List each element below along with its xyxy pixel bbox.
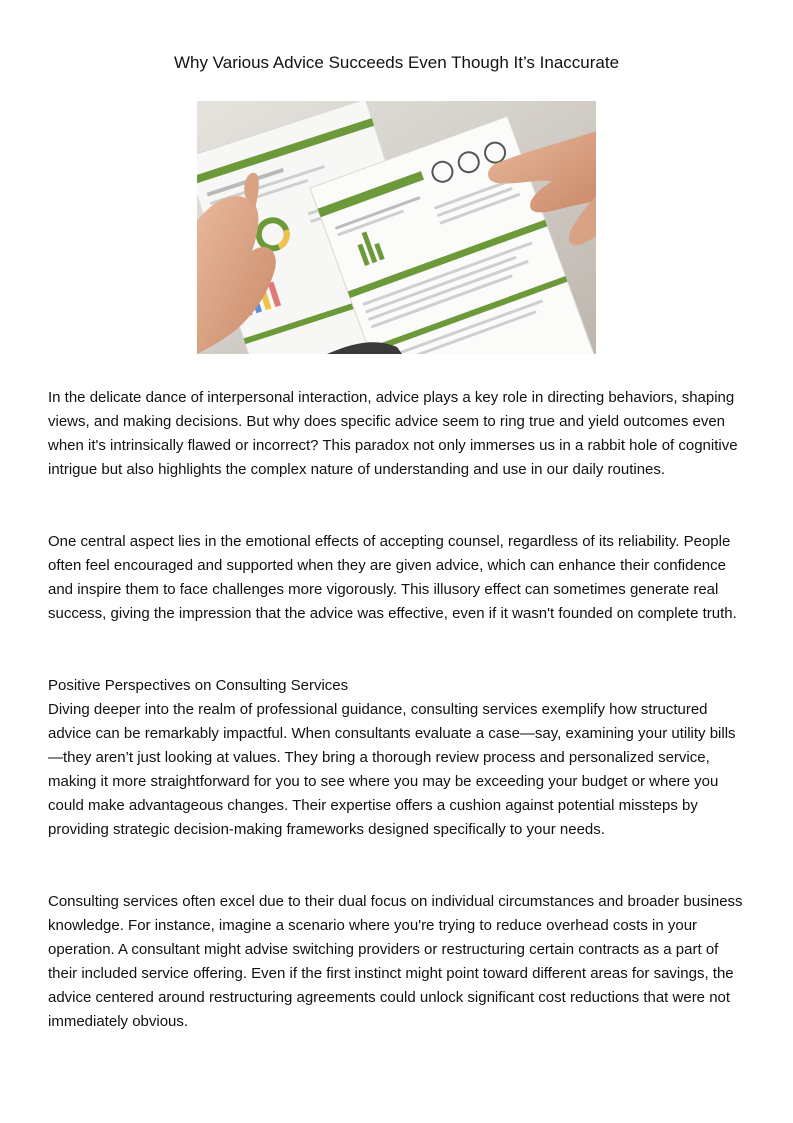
page-title: Why Various Advice Succeeds Even Though It’s Inaccurate	[173, 53, 620, 72]
hands-holding-reports-icon	[197, 101, 596, 354]
paragraph-intro	[48, 386, 748, 482]
paragraph-text: In the delicate dance of interpersonal interaction, advice plays a key role in directing behaviors, shaping views, and making decisions. But why does specific advice seem to ring true and yield outcomes even when it's intrinsically flawed or incorrect? This paradox not only immerses us in a rabbit hole of cognitive intrigue but also highlights the complex nature of understanding and use in our daily routines.	[48, 389, 738, 478]
article-photo	[197, 101, 596, 354]
section-paragraph: Diving deeper into the realm of professional guidance, consulting services exemplify how structured advice can be remarkably impactful. When consultants evaluate a case—say, examining your utility bills—they aren’t just looking at values. They bring a thorough review process and personalized service, making it more straightforward for you to see where you may be exceeding your budget or where you could make advantageous changes. Their expertise offers a cushion against potential missteps by providing strategic decision-making frameworks designed specifically to your needs.	[48, 701, 736, 838]
paragraph-text: One central aspect lies in the emotional effects of accepting counsel, regardless of its reliability. People often feel encouraged and supported when they are given advice, which can enhance their confidence and inspire them to face challenges more vigorously. This illusory effect can sometimes generate real success, giving the impression that the advice was effective, even if it wasn't founded on complete truth.	[48, 533, 737, 622]
paragraph-closing	[48, 890, 748, 1034]
paragraph-text: Consulting services often excel due to their dual focus on individual circumstances and broader business knowledge. For instance, imagine a scenario where you're trying to reduce overhead costs in your operation. A consultant might advise switching providers or restructuring certain contracts as a part of their included service offering. Even if the first instinct might point toward different areas for savings, the advice centered around restructuring agreements could unlock significant cost reductions that were not immediately obvious.	[48, 893, 743, 1030]
section-heading: Positive Perspectives on Consulting Services	[48, 677, 349, 694]
paragraph-emotional-effects	[48, 530, 748, 626]
section-consulting	[48, 674, 748, 842]
